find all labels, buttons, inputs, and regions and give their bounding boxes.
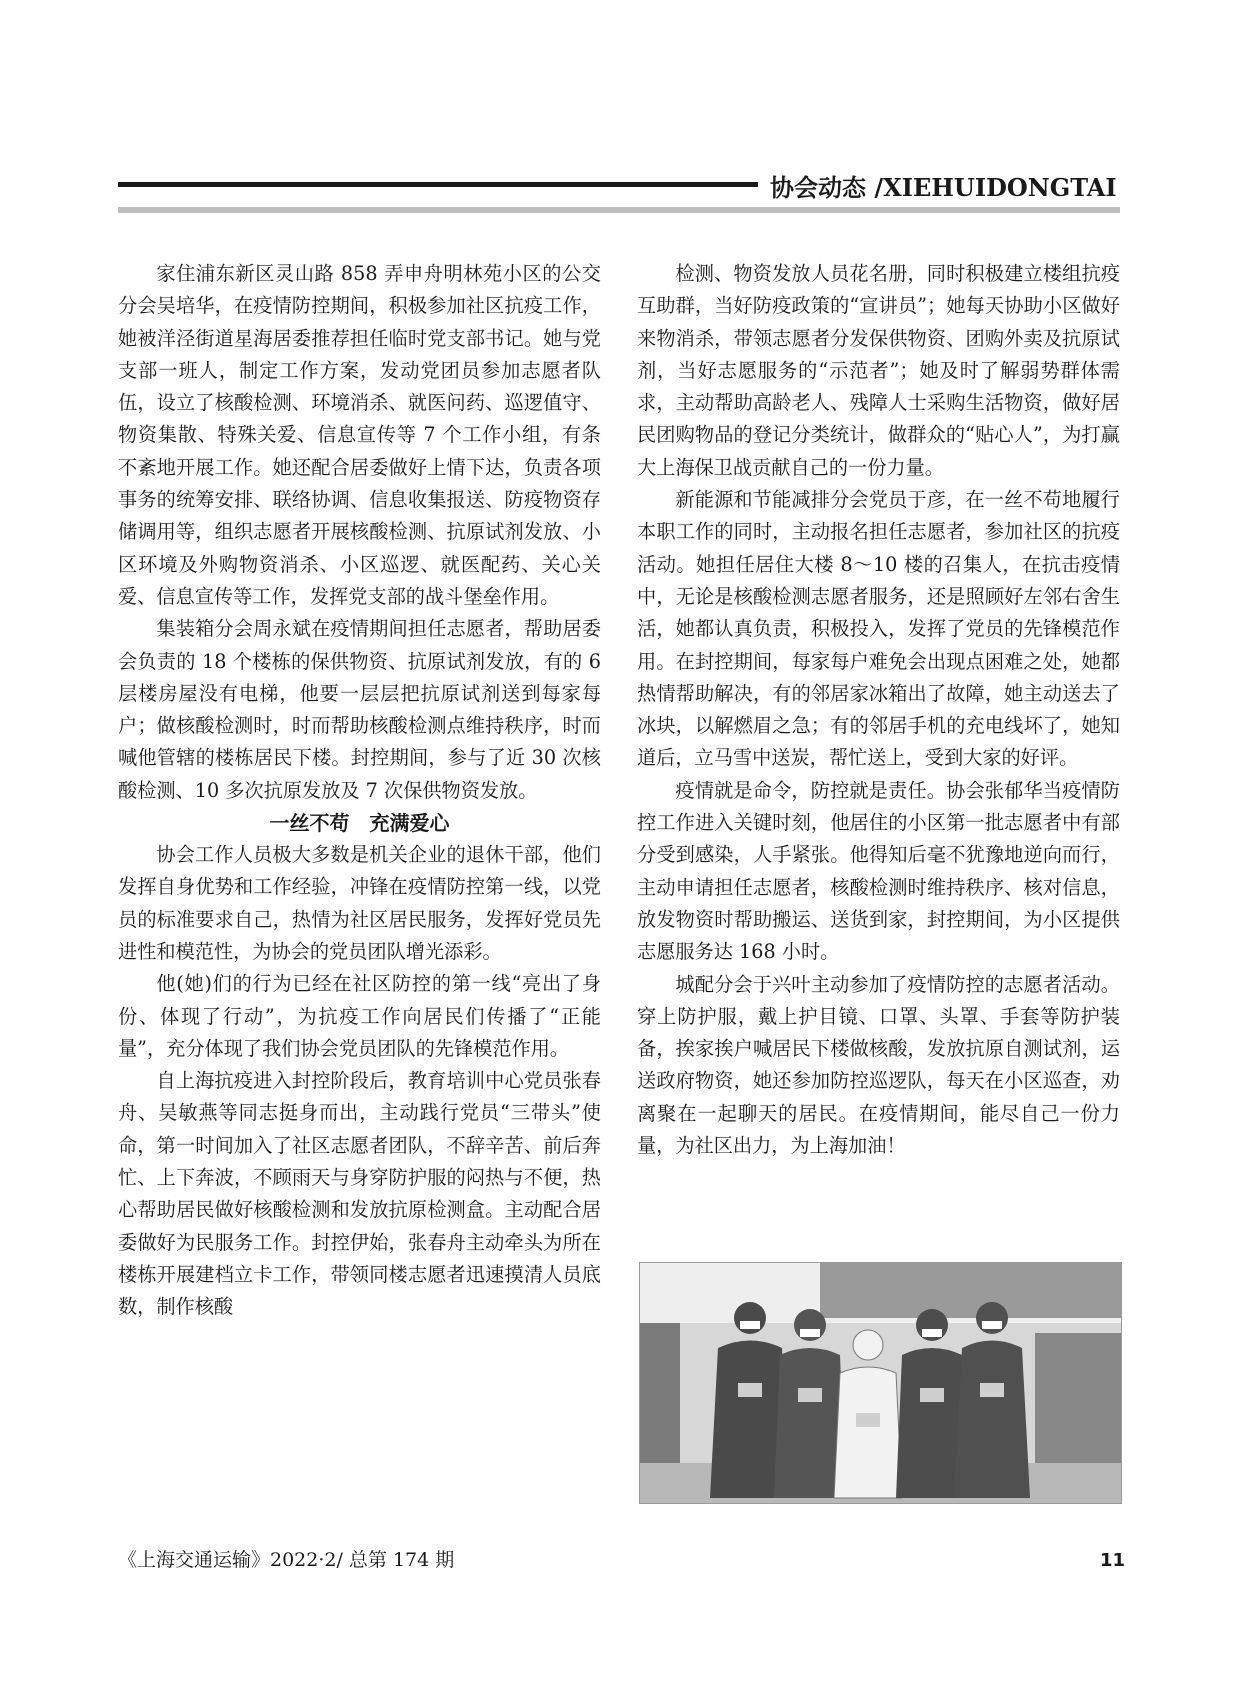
paragraph: 城配分会于兴叶主动参加了疫情防控的志愿者活动。穿上防护服，戴上护目镜、口罩、头罩、手套等防护装备，挨家挨户喊居民下楼做核酸，发放抗原自测试剂，运送政府物资，她还参加防控巡逻队，每天在小区巡查，劝离聚在一起聊天的居民。在疫情期间，能尽自己一份力量，为社区出力，为上海加油！	[637, 972, 1120, 1158]
paragraph: 自上海抗疫进入封控阶段后，教育培训中心党员张春舟、吴敏燕等同志挺身而出，主动践行党员“三带头”使命，第一时间加入了社区志愿者团队，不辞辛苦、前后奔忙、上下奔波，不顾雨天与身穿防护服的闷热与不便，热心帮助居民做好核酸检测和发放抗原检测盒。主动配合居委做好为民服务工作。封控伊始，张春舟主动牵头为所在楼栋开展建档立卡工作，带领同楼志愿者迅速摸清人员底数，制作核酸	[118, 1069, 601, 1319]
volunteers-group-photo	[639, 1262, 1122, 1504]
subheading: 一丝不苟 充满爱心	[269, 811, 450, 836]
paragraph: 集装箱分会周永斌在疫情期间担任志愿者，帮助居委会负责的 18 个楼栋的保供物资、抗原试剂发放，有的 6 层楼房屋没有电梯，他要一层层把抗原试剂送到每家每户；做核酸检测时，时而帮助核酸检测点维持秩序，时而喊他管辖的楼栋居民下楼。封控期间，参与了近 30 次核酸检测、10 多次抗原发放及 7 次保供物资发放。	[118, 617, 601, 802]
header-separator-bar	[118, 207, 1120, 213]
paragraph: 协会工作人员极大多数是机关企业的退休干部，他们发挥自身优势和工作经验，冲锋在疫情防控第一线，以党员的标准要求自己，热情为社区居民服务，发挥好党员先进性和模范性，为协会的党员团队增光添彩。	[118, 843, 601, 963]
section-title: 协会动态 /XIEHUIDONGTAI	[770, 173, 1117, 202]
journal-issue: 《上海交通运输》2022·2/ 总第 174 期	[118, 1549, 455, 1571]
page-number: 11	[1100, 1550, 1126, 1571]
right-column	[637, 258, 1120, 1162]
volunteers-group-photo-icon	[640, 1263, 1121, 1503]
paragraph: 新能源和节能减排分会党员于彦，在一丝不苟地履行本职工作的同时，主动报名担任志愿者，参加社区的抗疫活动。她担任居住大楼 8～10 楼的召集人，在抗击疫情中，无论是核酸检测志愿者服务，还是照顾好左邻右舍生活，她都认真负责，积极投入，发挥了党员的先锋模范作用。在封控期间，每家每户难免会出现点困难之处，她都热情帮助解决，有的邻居家冰箱出了故障，她主动送去了冰块，以解燃眉之急；有的邻居手机的充电线坏了，她知道后，立马雪中送炭，帮忙送上，受到大家的好评。	[637, 488, 1120, 770]
header-rule	[118, 182, 758, 187]
paragraph: 检测、物资发放人员花名册，同时积极建立楼组抗疫互助群，当好防疫政策的“宣讲员”；她每天协助小区做好来物消杀，带领志愿者分发保供物资、团购外卖及抗原试剂，当好志愿服务的“示范者”；她及时了解弱势群体需求，主动帮助高龄老人、残障人士采购生活物资，做好居民团购物品的登记分类统计，做群众的“贴心人”，为打赢大上海保卫战贡献自己的一份力量。	[637, 262, 1120, 479]
left-column	[118, 258, 601, 1324]
paragraph: 他(她)们的行为已经在社区防控的第一线“亮出了身份、体现了行动”，为抗疫工作向居民们传播了“正能量”，充分体现了我们协会党员团队的先锋模范作用。	[118, 972, 601, 1060]
paragraph: 家住浦东新区灵山路 858 弄申舟明林苑小区的公交分会吴培华，在疫情防控期间，积极参加社区抗疫工作，她被洋泾街道星海居委推荐担任临时党支部书记。她与党支部一班人，制定工作方案，发动党团员参加志愿者队伍，设立了核酸检测、环境消杀、就医问药、巡逻值守、物资集散、特殊关爱、信息宣传等 7 个工作小组，有条不紊地开展工作。她还配合居委做好上情下达，负责各项事务的统筹安排、联络协调、信息收集报送、防疫物资存储调用等，组织志愿者开展核酸检测、抗原试剂发放、小区环境及外购物资消杀、小区巡逻、就医配药、关心关爱、信息宣传等工作，发挥党支部的战斗堡垒作用。	[118, 262, 601, 608]
paragraph: 疫情就是命令，防控就是责任。协会张郁华当疫情防控工作进入关键时刻，他居住的小区第一批志愿者中有部分受到感染，人手紧张。他得知后毫不犹豫地逆向而行，主动申请担任志愿者，核酸检测时维持秩序、核对信息，放发物资时帮助搬运、送货到家，封控期间，为小区提供志愿服务达 168 小时。	[637, 778, 1120, 964]
